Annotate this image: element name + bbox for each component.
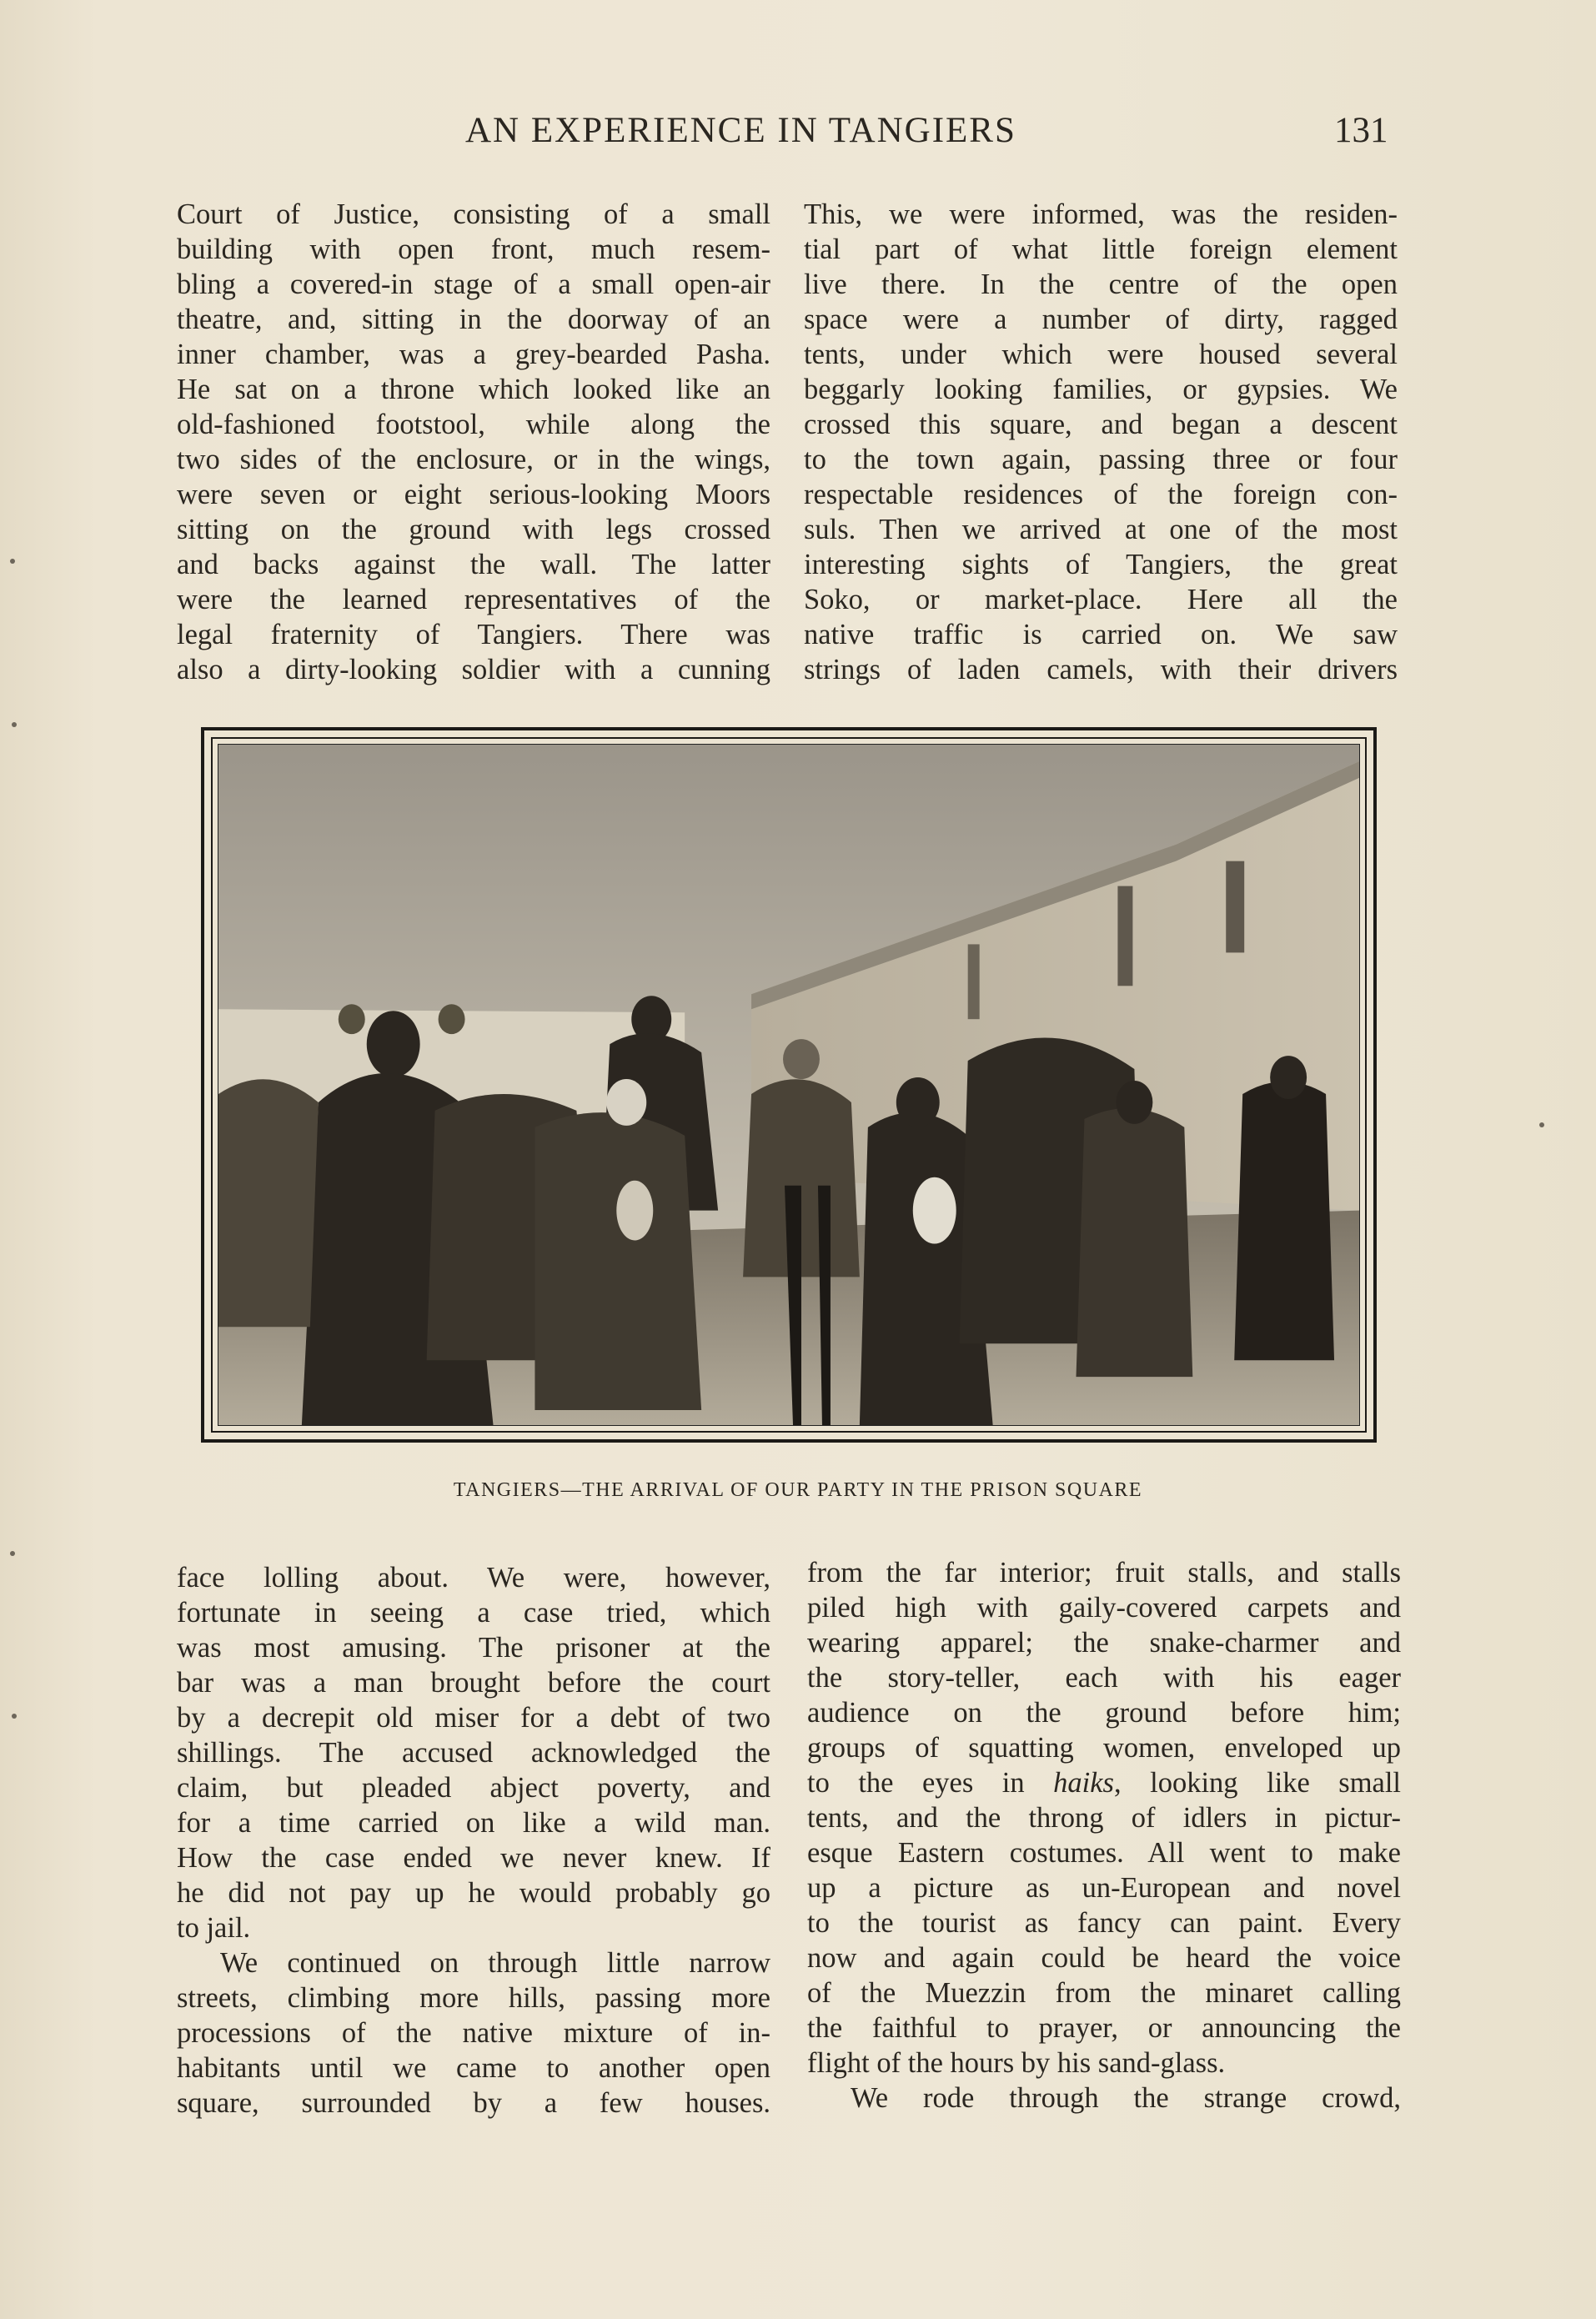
text-line: two sides of the enclosure, or in the wings, [177, 444, 770, 475]
text-line: theatre, and, sitting in the doorway of an [177, 304, 770, 335]
text-column-top-right [804, 197, 1398, 687]
text-line: also a dirty-looking soldier with a cunning [177, 654, 770, 685]
text-line: flight of the hours by his sand-glass. [807, 2047, 1226, 2079]
text-line: and backs against the wall. The latter [177, 549, 770, 580]
text-line: We continued on through little narrow [220, 1947, 770, 1979]
text-line: suls. Then we arrived at one of the most [804, 514, 1398, 545]
text-line: groups of squatting women, enveloped up [807, 1732, 1401, 1764]
text-line: streets, climbing more hills, passing more [177, 1982, 770, 2014]
text-line-with-italic [807, 1765, 1401, 1800]
text-line: Court of Justice, consisting of a small [177, 198, 770, 230]
text-line: space were a number of dirty, ragged [804, 304, 1398, 335]
text-fragment: , looking like small [1113, 1767, 1402, 1799]
text-line: esque Eastern costumes. All went to make [807, 1837, 1401, 1869]
text-line: piled high with gaily-covered carpets and [807, 1592, 1401, 1624]
photo-caption: TANGIERS—THE ARRIVAL OF OUR PARTY IN THE PRISON SQUARE [453, 1479, 1143, 1501]
paper-speck [10, 559, 15, 564]
text-line: now and again could be heard the voice [807, 1942, 1401, 1974]
text-line: face lolling about. We were, however, [177, 1562, 770, 1594]
text-line: strings of laden camels, with their drivers [804, 654, 1398, 685]
page-number: 131 [1334, 111, 1388, 150]
text-line: This, we were informed, was the residen- [804, 198, 1398, 230]
text-line: tial part of what little foreign element [804, 233, 1398, 265]
text-line: audience on the ground before him; [807, 1697, 1401, 1729]
text-line: Soko, or market-place. Here all the [804, 584, 1398, 615]
text-column-top-left [177, 197, 770, 687]
paper-speck [10, 1551, 15, 1556]
text-line: were seven or eight serious-looking Moors [177, 479, 770, 510]
paper-speck [1539, 1122, 1544, 1127]
text-line: he did not pay up he would probably go [177, 1877, 770, 1909]
italic-word: haiks [1053, 1767, 1114, 1799]
text-line: was most amusing. The prisoner at the [177, 1632, 770, 1664]
text-line: We rode through the strange crowd, [851, 2082, 1401, 2114]
text-line: were the learned representatives of the [177, 584, 770, 615]
text-line: to jail. [177, 1912, 251, 1944]
photo-frame [201, 727, 1377, 1443]
text-line: sitting on the ground with legs crossed [177, 514, 770, 545]
paper-speck [12, 1714, 17, 1719]
text-line: to the town again, passing three or four [804, 444, 1398, 475]
text-line: bling a covered-in stage of a small open-air [177, 269, 770, 300]
text-line: from the far interior; fruit stalls, and stalls [807, 1557, 1401, 1589]
text-line: processions of the native mixture of in- [177, 2017, 770, 2049]
text-line: old-fashioned footstool, while along the [177, 409, 770, 440]
text-line: fortunate in seeing a case tried, which [177, 1597, 770, 1629]
text-line: crossed this square, and began a descent [804, 409, 1398, 440]
text-line: the story-teller, each with his eager [807, 1662, 1401, 1694]
text-line: He sat on a throne which looked like an [177, 374, 770, 405]
text-line: up a picture as un-European and novel [807, 1872, 1401, 1904]
text-line: claim, but pleaded abject poverty, and [177, 1772, 770, 1804]
text-line: interesting sights of Tangiers, the great [804, 549, 1398, 580]
running-title: AN EXPERIENCE IN TANGIERS [465, 111, 1016, 150]
text-line: of the Muezzin from the minaret calling [807, 1977, 1401, 2009]
text-line: to the tourist as fancy can paint. Every [807, 1907, 1401, 1939]
text-line: tents, under which were housed several [804, 339, 1398, 370]
running-head [0, 110, 1596, 160]
text-fragment: to the eyes in [807, 1767, 1025, 1799]
text-line: wearing apparel; the snake-charmer and [807, 1627, 1401, 1659]
photo-inner-border [211, 737, 1367, 1433]
text-line: bar was a man brought before the court [177, 1667, 770, 1699]
street-scene-photo [218, 744, 1360, 1426]
text-line: legal fraternity of Tangiers. There was [177, 619, 770, 650]
text-line: tents, and the throng of idlers in pictur- [807, 1802, 1401, 1834]
text-line: by a decrepit old miser for a debt of two [177, 1702, 770, 1734]
paper-speck [12, 722, 17, 727]
text-line: respectable residences of the foreign con- [804, 479, 1398, 510]
text-column-bottom-left [177, 1560, 770, 2121]
text-column-bottom-right [807, 1555, 1401, 2116]
text-line: live there. In the centre of the open [804, 269, 1398, 300]
text-line: beggarly looking families, or gypsies. We [804, 374, 1398, 405]
text-line: the faithful to prayer, or announcing the [807, 2012, 1401, 2044]
text-line: square, surrounded by a few houses. [177, 2087, 770, 2119]
text-line: shillings. The accused acknowledged the [177, 1737, 770, 1769]
text-line: inner chamber, was a grey-bearded Pasha. [177, 339, 770, 370]
text-line: habitants until we came to another open [177, 2052, 770, 2084]
text-line: for a time carried on like a wild man. [177, 1807, 770, 1839]
text-line: building with open front, much resem- [177, 233, 770, 265]
text-line: native traffic is carried on. We saw [804, 619, 1398, 650]
text-line: How the case ended we never knew. If [177, 1842, 770, 1874]
